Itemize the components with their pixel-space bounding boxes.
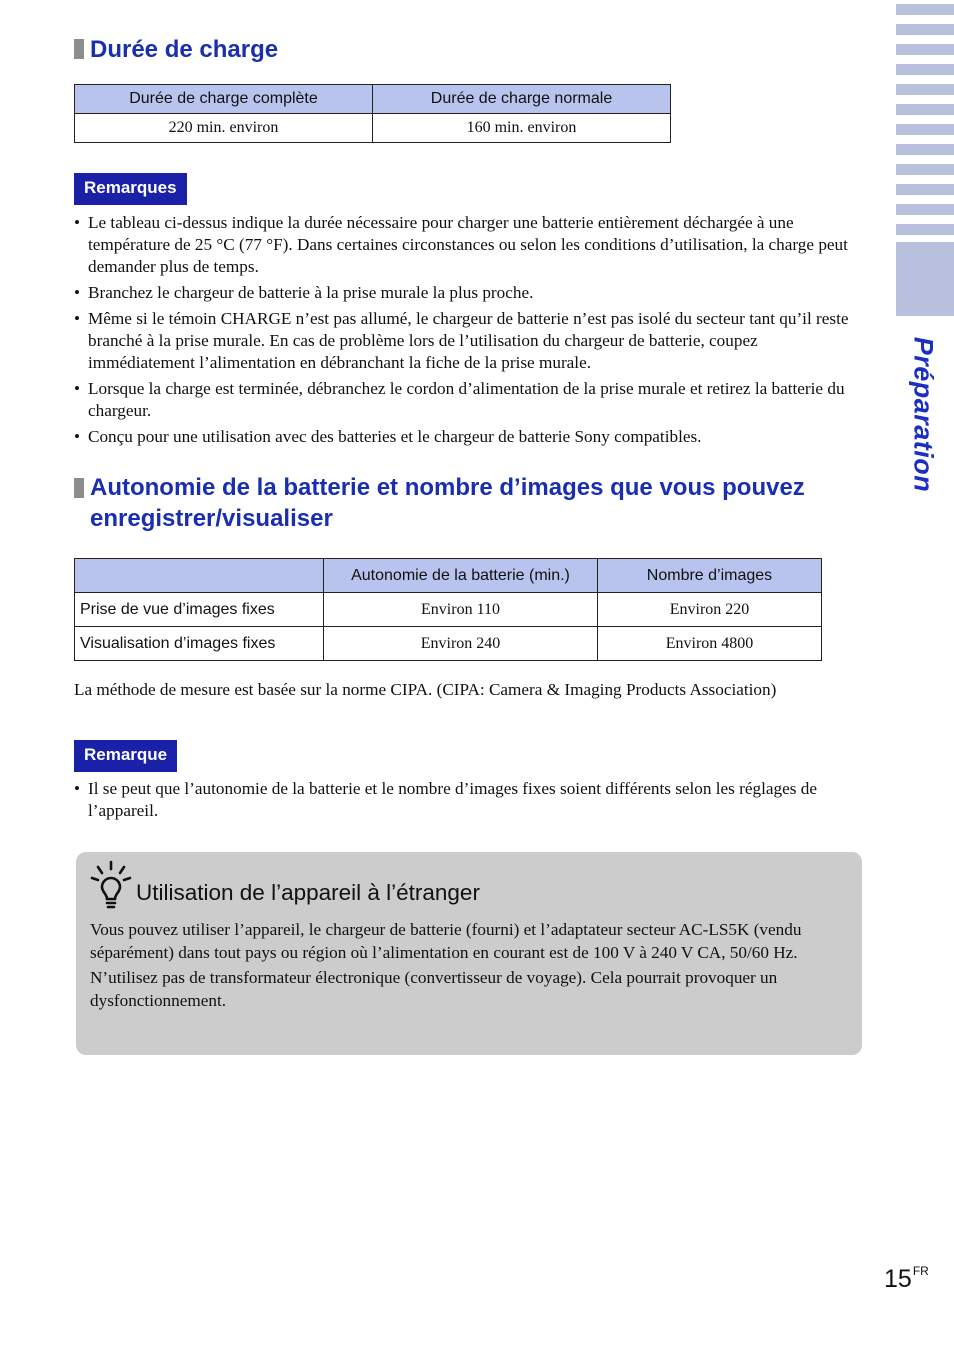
tip-paragraph: Vous pouvez utiliser l’appareil, le chargeur de batterie (fourni) et l’adaptateur secteur AC-LS5K (vendu séparément) dans tout pays ou région où l’alimentation en courant est de 100 V à 240 V CA, 50/60 Hz. (90, 920, 802, 962)
battery-life-table (74, 558, 822, 661)
list-item: • Branchez le chargeur de batterie à la prise murale la plus proche. (74, 282, 864, 304)
page-number: $15^{FR}$ (884, 1264, 929, 1293)
heading-marker-icon (74, 478, 84, 498)
list-item: • Lorsque la charge est terminée, débranchez le cordon d’alimentation de la prise murale et retirez la batterie du chargeur. (74, 378, 864, 422)
lightbulb-icon (90, 860, 132, 912)
table-cell: 160 min. environ (373, 114, 671, 143)
table-header: Nombre d’images (598, 559, 822, 593)
tip-box (76, 852, 862, 1055)
charge-time-table (74, 84, 671, 143)
table-header: Durée de charge normale (373, 85, 671, 114)
page-locale: FR (912, 1264, 929, 1278)
tip-paragraph: N’utilisez pas de transformateur électronique (convertisseur de voyage). Cela pourrait provoquer un dysfonctionnement. (90, 968, 778, 1010)
table-cell: Environ 4800 (598, 627, 822, 661)
section-title-charge-time: Durée de charge (74, 34, 278, 65)
table-cell: Environ 110 (324, 593, 598, 627)
tip-title: Utilisation de l’appareil à l’étranger (136, 880, 480, 905)
table-header: Durée de charge complète (75, 85, 373, 114)
table-cell: Environ 220 (598, 593, 822, 627)
side-tab-label: Préparation (908, 336, 939, 492)
table-header-empty (75, 559, 324, 593)
tip-body (90, 918, 850, 1014)
list-item: • Même si le témoin CHARGE n’est pas allumé, le chargeur de batterie n’est pas isolé du secteur tant qu’il reste branché à la prise murale. En cas de problème lors de l’utilisation du chargeur de batterie, coupez immédiatement l’alimentation en débranchant la fiche de la prise murale. (74, 308, 864, 374)
section-title-battery-life: Autonomie de la batterie et nombre d’images que vous pouvez enregistrer/visualiser (74, 472, 830, 534)
note-list (74, 778, 864, 826)
table-header: Autonomie de la batterie (min.) (324, 559, 598, 593)
row-label: Visualisation d’images fixes (75, 627, 324, 661)
note-badge: Remarque (74, 740, 177, 772)
table-row (75, 114, 671, 143)
notes-badge: Remarques (74, 173, 187, 205)
list-item: • Le tableau ci-dessus indique la durée nécessaire pour charger une batterie entièrement déchargée à une température de 25 °C (77 °F). Dans certaines circonstances ou selon les conditions d’utilisation, la charge peut demander plus de temps. (74, 212, 864, 278)
row-label: Prise de vue d’images fixes (75, 593, 324, 627)
list-item: • Conçu pour une utilisation avec des batteries et le chargeur de batterie Sony compatibles. (74, 426, 864, 448)
table-cell: 220 min. environ (75, 114, 373, 143)
side-tab-block (896, 242, 954, 316)
table-row (75, 593, 822, 627)
notes-list (74, 212, 864, 452)
method-text: La méthode de mesure est basée sur la norme CIPA. (CIPA: Camera & Imaging Products Association) (74, 680, 777, 699)
table-row (75, 627, 822, 661)
table-cell: Environ 240 (324, 627, 598, 661)
heading-marker-icon (74, 39, 84, 59)
list-item: • Il se peut que l’autonomie de la batterie et le nombre d’images fixes soient différents selon les réglages de l’appareil. (74, 778, 864, 822)
